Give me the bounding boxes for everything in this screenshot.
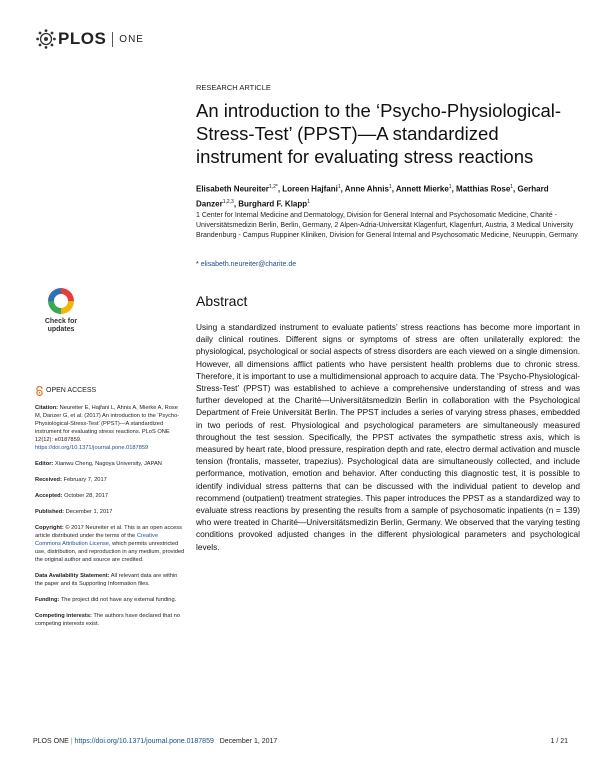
plos-logo-icon: [36, 29, 56, 49]
open-lock-icon: [35, 386, 44, 396]
page-number: 1 / 21: [550, 738, 568, 745]
accepted-block: [35, 492, 185, 500]
abstract-text: Using a standardized instrument to evaluate patients’ stress reactions has become more important in daily clinical routines. Different signs or symptoms of stress are often unilaterally explored: the physiological, psychological or social aspects of stress disorders are each viewed on a single dimension. However, all dimensions afflict patients who have persistent health problems due to chronic stress. Therefore, it is important to use a multidimensional approach to acquire data. The ‘Psycho-Physiological-Stress-Test’ (PPST) was established to achieve a comprehensive understanding of stress and was further developed at the Charité—Universitätsmedizin Berlin in collaboration with the Psychological Department of Freie Universität Berlin. The PPST includes a series of varying stress phases, embedded in two periods of rest. Physiological and psychological parameters are simultaneously measured throughout the test session. Specifically, the PPST activates the sympathetic stress axis, which is measured by heart rate, blood pressure, respiration depth and rate, electro dermal activation and muscle tension (frontalis, masseter, trapezius). Psychological data are simultaneously collected, and include performance, motivation, emotion and behavior. After conducting this diagnostic test, it is possible to identify individual stress patterns that can be discussed with the individual patient to develop and recommend (outpatient) treatment strategies. This paper introduces the PPST as a standardized way to evaluate stress reactions by presenting the results from a sample of psychosomatic inpatients (n = 139) who were treated in Charité—Universitätsmedizin Berlin, Germany. We observed that the varying testing conditions provoked adjusted changes in the different physiological parameters and psychological levels.: [196, 322, 581, 552]
author-list: Elisabeth Neureiter$^{1,2*}$, Loreen Hajfani$^1$, Anne Ahnis$^1$, Annett Mierke$^1$, Matthias Rose$^1$, Gerhard Danzer$^{1,2,3}$, Burghard F. Klapp$^1$: [196, 184, 549, 209]
citation-doi-link[interactable]: https://doi.org/10.1371/journal.pone.0187859: [35, 445, 149, 451]
article-title: An introduction to the ‘Psycho-Physiological-Stress-Test’ (PPST)—A standardized instrument for evaluating stress reactions: [196, 100, 562, 167]
corresponding-mark: *: [275, 184, 278, 190]
affiliation-3: 3 Medical University Brandenburg - Campus Ruppiner Kliniken, Division for General Internal and Psychosomatic Medicine, Neuruppin, Germany: [196, 222, 578, 239]
author-name: Matthias Rose: [456, 184, 511, 194]
competing-interests-text: The authors have declared that no competing interests exist.: [35, 613, 181, 627]
published-label: Published:: [35, 509, 65, 515]
corresponding-email: [196, 261, 296, 268]
author-affil-ref: 1: [307, 198, 310, 205]
footer-left: [33, 738, 277, 745]
article-info-sidebar: [35, 386, 185, 636]
data-availability-block: [35, 572, 185, 588]
competing-interests-block: [35, 612, 185, 628]
citation-label: Citation:: [35, 405, 59, 411]
article-type: RESEARCH ARTICLE: [196, 83, 271, 92]
author-affil-ref: 1: [337, 184, 341, 190]
abstract-heading: Abstract: [196, 293, 248, 309]
logo-plos-text: PLOS: [58, 29, 107, 48]
received-block: [35, 476, 185, 484]
corresponding-mark: *: [196, 261, 199, 268]
copyright-label: Copyright:: [35, 525, 64, 531]
author-name: Elisabeth Neureiter: [196, 184, 269, 194]
affiliations: [196, 211, 580, 241]
competing-interests-label: Competing interests:: [35, 613, 92, 619]
affiliation-1: 1 Center for Internal Medicine and Dermatology, Division for General Internal and Psychosomatic Medicine, Charité - Universitätsmedizin Berlin, Berlin, Germany,: [196, 212, 557, 229]
citation-block: [35, 404, 185, 452]
editor-block: [35, 460, 185, 468]
open-access-label: [35, 386, 185, 396]
footer-date: December 1, 2017: [219, 738, 278, 745]
author-name: Loreen Hajfani: [282, 184, 338, 194]
funding-block: [35, 596, 185, 604]
copyright-text: © 2017 Neureiter et al. This is an open access article distributed under the terms of the: [35, 525, 182, 539]
received-label: Received:: [35, 477, 62, 483]
data-availability-label: Data Availability Statement:: [35, 573, 110, 579]
funding-text: The project did not have any external funding.: [60, 597, 177, 603]
affiliation-2: 2 Alpen-Adria-Universität Klagenfurt, Klagenfurt, Austria,: [334, 222, 509, 229]
author-affil-ref: 1,2: [268, 184, 276, 190]
author-affil-ref: 1: [448, 184, 452, 190]
check-for-updates-badge[interactable]: [34, 286, 88, 340]
badge-label-line-1: Check for: [44, 318, 78, 325]
crossmark-icon: [46, 286, 76, 316]
author-name: Burghard F. Klapp: [238, 199, 308, 209]
funding-label: Funding:: [35, 597, 60, 603]
badge-label: [45, 318, 77, 334]
logo-one-text: ONE: [119, 33, 144, 45]
author-affil-ref: 1: [510, 184, 514, 190]
author-affil-ref: 1: [388, 184, 392, 190]
editor-label: Editor:: [35, 461, 54, 467]
license-link[interactable]: Creative Commons Attribution License: [35, 533, 158, 547]
copyright-text-end: , which permits unrestricted use, distribution, and reproduction in any medium, provided the original author and source are credited.: [35, 541, 185, 563]
footer-doi-link[interactable]: https://doi.org/10.1371/journal.pone.0187859: [74, 738, 214, 745]
author-name: Anne Ahnis: [344, 184, 389, 194]
published-block: [35, 508, 185, 516]
footer-separator: |: [70, 738, 73, 745]
footer-journal: PLOS ONE: [33, 738, 69, 745]
page-footer: [33, 738, 568, 745]
author-name: Gerhard Danzer: [196, 184, 549, 209]
received-date: February 7, 2017: [63, 477, 107, 483]
citation-text: Neureiter E, Hajfani L, Ahnis A, Mierke A, Rose M, Danzer G, et al. (2017) An introduction to the ‘Psycho-Physiological-Stress-Test’ (PPST)—A standardized instrument for evaluating stress reactions. PLoS ONE 12(12): e0187859.: [35, 405, 180, 443]
email-link[interactable]: elisabeth.neureiter@charite.de: [200, 261, 297, 268]
copyright-block: [35, 524, 185, 564]
accepted-date: October 28, 2017: [64, 493, 109, 499]
editor-text: Xianwu Cheng, Nagoya University, JAPAN: [54, 461, 162, 467]
data-availability-text: All relevant data are within the paper and its Supporting Information files.: [35, 573, 178, 587]
journal-logo: [36, 27, 144, 51]
author-affil-ref: 1,2,3: [222, 198, 234, 205]
published-date: December 1, 2017: [65, 509, 113, 515]
badge-label-line-2: updates: [47, 326, 75, 333]
author-name: Annett Mierke: [395, 184, 449, 194]
open-access-text: OPEN ACCESS: [46, 387, 97, 394]
accepted-label: Accepted:: [35, 493, 63, 499]
logo-divider: [112, 32, 113, 47]
